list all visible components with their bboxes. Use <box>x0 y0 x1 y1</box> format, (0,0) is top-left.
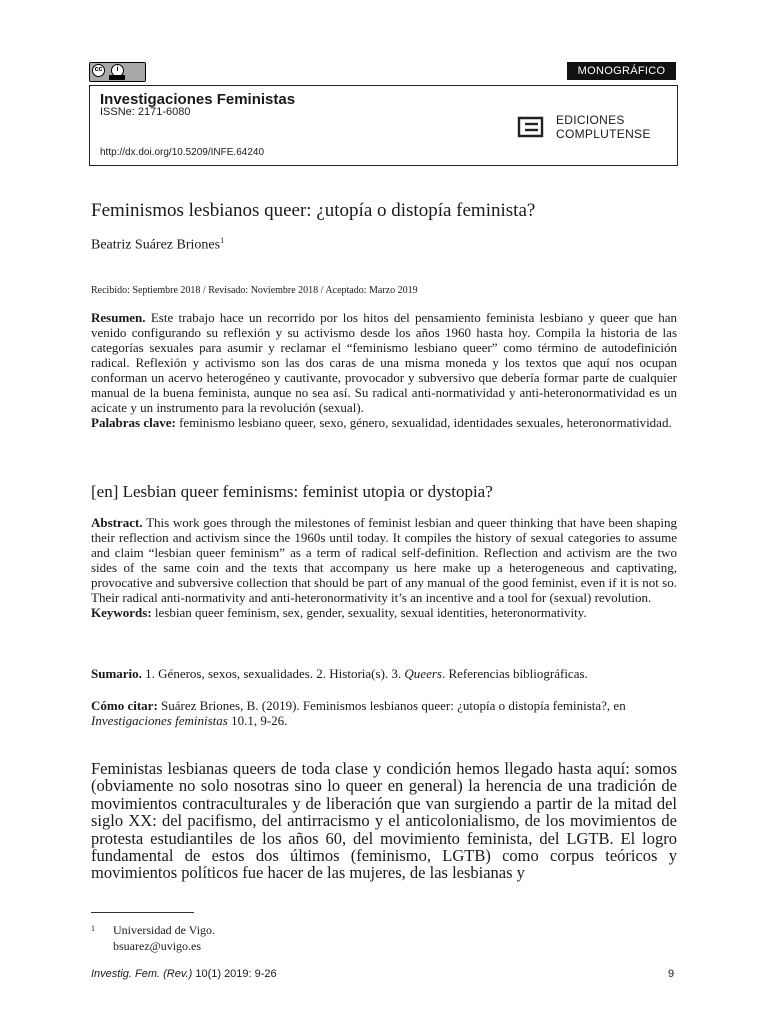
running-footer: Investig. Fem. (Rev.) 10(1) 2019: 9-26 <box>91 968 277 980</box>
sumario: Sumario. 1. Géneros, sexos, sexualidades. 2. Historia(s). 3. Queers. Referencias bibliográficas. <box>91 666 588 681</box>
body-paragraph: Feministas lesbianas queers de toda clase y condición hemos llegado hasta aquí: somos (obviamente no solo nosotras sino lo queer en general) la herencia de una tradición de movimientos contraculturales y de liberación que van surgiendo a partir de la mitad del siglo XX: del pacifismo, del antirracismo y el anticolonialismo, de los movimientos de protesta estudiantiles de los años 60, del movimiento feminista, del LGTB. El logro fundamental de estos dos últimos (feminismo, LGTB) como corpus teóricos y movimientos políticos fue hacer de las mujeres, de las lesbianas y <box>91 759 677 883</box>
publisher-logo-icon <box>517 116 544 138</box>
author-footnote-ref[interactable]: 1 <box>220 236 225 245</box>
doi-link[interactable]: http://dx.doi.org/10.5209/INFE.64240 <box>100 147 264 158</box>
journal-header-box <box>89 85 678 166</box>
section-badge: MONOGRÁFICO <box>567 62 676 80</box>
publisher-name: EDICIONES COMPLUTENSE <box>556 113 651 141</box>
cc-license-badge <box>89 62 146 82</box>
cc-icon: cc <box>92 64 105 77</box>
footnote-divider <box>91 912 194 913</box>
author: Beatriz Suárez Briones$^1$ <box>91 236 225 253</box>
author-email[interactable]: bsuarez@uvigo.es <box>113 939 202 953</box>
issn: ISSNe: 2171-6080 <box>100 106 191 118</box>
journal-name: Investigaciones Feministas <box>100 91 296 108</box>
how-to-cite: Cómo citar: Suárez Briones, B. (2019). Feminismos lesbianos queer: ¿utopía o distopía feminista?, en Investigaciones feministas 10.1, 9-26. <box>91 698 626 728</box>
abstract-block: Abstract. This work goes through the milestones of feminist lesbian and queer thinking that have been shaping their reflection and activism since the 1960s until today. It compiles the history of sexual categories to assume and claim “lesbian queer feminism” as a term of radical self-definition. Reflection and activism are the two sides of the same coin and the texts that accompany us here make up a heterogeneous and captivating, provocative and subversive collection that should be part of any manual of the good feminist, even if it is not so. Their radical anti-normativity and anti-heteronormativity it’s an incentive and a tool for (sexual) revolution. Keywords: lesbian queer feminism, sex, gender, sexuality, sexual identities, heteronormativity. <box>91 515 677 620</box>
footnote-text: Universidad de Vigo. bsuarez@uvigo.es <box>113 923 216 953</box>
by-label-bar <box>109 75 125 80</box>
footnote-mark: 1 <box>91 924 95 933</box>
attribution-icon: i <box>111 64 124 77</box>
resumen-block: Resumen. Este trabajo hace un recorrido por los hitos del pensamiento feminista lesbiano y queer que han venido configurando su reflexión y su activismo desde los años 1960 hasta hoy. Compila la historia de las categorías sexuales para asumir y reclamar el “feminismo lesbiano queer” como término de autodefinición radical. Reflexión y activismo son las dos caras de una misma moneda y los textos que aquí nos ocupan conforman un acervo heterogéneo y cautivante, provocador y subversivo que debería formar parte de cualquier manual de la buena feminista, aunque no sea así. Su radical anti-normatividad y anti-heteronormatividad es un acicate y un instrumento para la revolución (sexual). Palabras clave: feminismo lesbiano queer, sexo, género, sexualidad, identidades sexuales, heteronormatividad. <box>91 310 678 430</box>
page-number: 9 <box>668 968 675 980</box>
article-title-en: [en] Lesbian queer feminisms: feminist utopia or dystopia? <box>91 482 493 501</box>
received-dates: Recibido: Septiembre 2018 / Revisado: Noviembre 2018 / Aceptado: Marzo 2019 <box>91 285 418 296</box>
article-title-es: Feminismos lesbianos queer: ¿utopía o distopía feminista? <box>91 200 536 221</box>
